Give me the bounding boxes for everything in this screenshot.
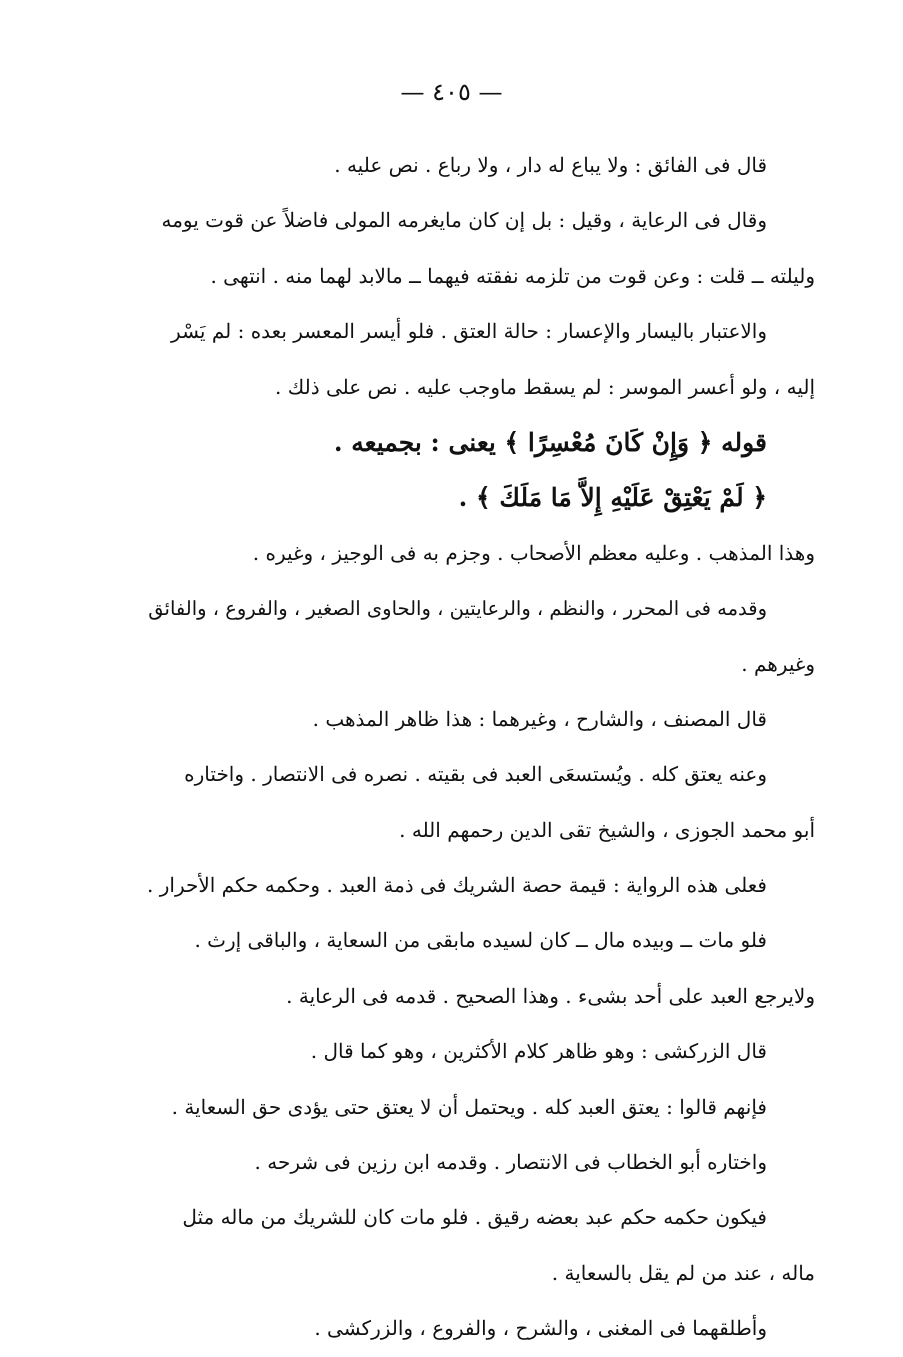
body-text (145, 138, 815, 1357)
text-line: قال الزركشى : وهو ظاهر كلام الأكثرين ، وهو كما قال . (310, 1039, 767, 1064)
text-line: وهذا المذهب . وعليه معظم الأصحاب . وجزم به فى الوجيز ، وغيره . (252, 540, 815, 565)
text-line: وعنه يعتق كله . ويُستسعَى العبد فى بقيته . نصره فى الانتصار . واختاره (184, 762, 767, 787)
text-line: ماله ، عند من لم يقل بالسعاية . (551, 1260, 815, 1285)
text-line: فإنهم قالوا : يعتق العبد كله . ويحتمل أن لا يعتق حتى يؤدى حق السعاية . (171, 1094, 767, 1119)
text-line: قال المصنف ، والشارح ، وغيرهما : هذا ظاهر المذهب . (312, 706, 767, 731)
text-line: فعلى هذه الرواية : قيمة حصة الشريك فى ذمة العبد . وحكمه حكم الأحرار . (147, 873, 767, 898)
text-line: والاعتبار باليسار والإعسار : حالة العتق . فلو أيسر المعسر بعده : لم يَسْر (171, 319, 767, 344)
quoted-verse-line: قوله ﴿ وَإِنْ كَانَ مُعْسِرًا ﴾ يعنى : بجميعه . (333, 427, 767, 457)
text-line: وقال فى الرعاية ، وقيل : بل إن كان مايغرمه المولى فاضلاً عن قوت يومه (161, 208, 767, 233)
text-line: ولايرجع العبد على أحد بشىء . وهذا الصحيح . قدمه فى الرعاية . (286, 983, 815, 1008)
text-line: إليه ، ولو أعسر الموسر : لم يسقط ماوجب عليه . نص على ذلك . (275, 374, 815, 399)
text-line: أبو محمد الجوزى ، والشيخ تقى الدين رحمهم الله . (399, 817, 815, 842)
text-line: فلو مات ــ وبيده مال ــ كان لسيده مابقى من السعاية ، والباقى إرث . (194, 928, 767, 953)
text-line: وليلته ــ قلت : وعن قوت من تلزمه نفقته فيهما ــ مالابد لهما منه . انتهى . (210, 263, 815, 288)
text-line: وأطلقهما فى المغنى ، والشرح ، والفروع ، والزركشى . (314, 1316, 767, 1341)
text-line: واختاره أبو الخطاب فى الانتصار . وقدمه ابن رزين فى شرحه . (254, 1150, 767, 1175)
text-line: فيكون حكمه حكم عبد بعضه رقيق . فلو مات كان للشريك من ماله مثل (182, 1205, 767, 1230)
text-line: وقدمه فى المحرر ، والنظم ، والرعايتين ، والحاوى الصغير ، والفروع ، والفائق (148, 597, 767, 621)
page-number: — ٤٠٥ — (400, 78, 503, 106)
text-line: وغيرهم . (741, 651, 815, 676)
quoted-verse-line: ﴿ لَمْ يَعْتِقْ عَلَيْهِ إِلاَّ مَا مَلَكَ ﴾ . (458, 483, 767, 513)
text-line: قال فى الفائق : ولا يباع له دار ، ولا رباع . نص عليه . (334, 153, 767, 177)
